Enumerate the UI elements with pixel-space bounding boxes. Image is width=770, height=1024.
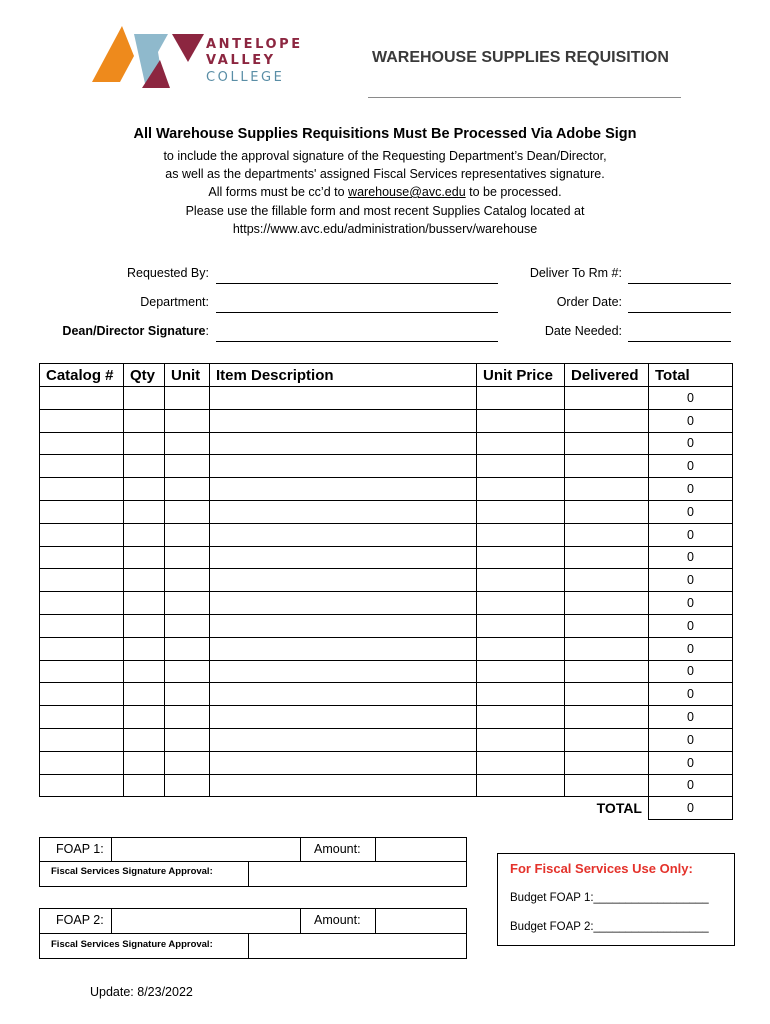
foap2-input[interactable] bbox=[112, 909, 300, 933]
qty-cell[interactable] bbox=[124, 637, 165, 660]
requested-by-label: Requested By: bbox=[127, 266, 209, 280]
catalog-cell[interactable] bbox=[40, 706, 124, 729]
unit-price-cell[interactable] bbox=[477, 387, 565, 410]
qty-cell[interactable] bbox=[124, 728, 165, 751]
foap1-sig-label: Fiscal Services Signature Approval: bbox=[51, 866, 213, 877]
qty-cell[interactable] bbox=[124, 614, 165, 637]
foap1-sep-b bbox=[300, 837, 301, 861]
table-row bbox=[40, 387, 733, 410]
table-row bbox=[40, 751, 733, 774]
form-title: WAREHOUSE SUPPLIES REQUISITION bbox=[372, 49, 669, 66]
description-cell[interactable] bbox=[210, 774, 477, 797]
foap2-amount-input[interactable] bbox=[376, 909, 465, 933]
row-total-cell: 0 bbox=[649, 592, 733, 615]
qty-cell[interactable] bbox=[124, 592, 165, 615]
description-cell[interactable] bbox=[210, 637, 477, 660]
description-cell[interactable] bbox=[210, 751, 477, 774]
header-item-description: Item Description bbox=[210, 364, 477, 387]
table-row bbox=[40, 569, 733, 592]
qty-cell[interactable] bbox=[124, 546, 165, 569]
catalog-cell[interactable] bbox=[40, 478, 124, 501]
table-row bbox=[40, 614, 733, 637]
unit-price-cell[interactable] bbox=[477, 614, 565, 637]
description-cell[interactable] bbox=[210, 455, 477, 478]
qty-cell[interactable] bbox=[124, 455, 165, 478]
table-row bbox=[40, 728, 733, 751]
dean-signature-field[interactable] bbox=[216, 341, 498, 342]
delivered-cell[interactable] bbox=[565, 500, 649, 523]
catalog-cell[interactable] bbox=[40, 432, 124, 455]
description-cell[interactable] bbox=[210, 706, 477, 729]
title-divider bbox=[368, 97, 681, 98]
unit-cell[interactable] bbox=[165, 637, 210, 660]
catalog-cell[interactable] bbox=[40, 387, 124, 410]
table-row bbox=[40, 478, 733, 501]
description-cell[interactable] bbox=[210, 409, 477, 432]
unit-price-cell[interactable] bbox=[477, 455, 565, 478]
unit-price-cell[interactable] bbox=[477, 683, 565, 706]
total-label: TOTAL bbox=[596, 800, 642, 817]
college-logo bbox=[90, 24, 205, 94]
description-cell[interactable] bbox=[210, 660, 477, 683]
delivered-cell[interactable] bbox=[565, 728, 649, 751]
fiscal-services-title: For Fiscal Services Use Only: bbox=[510, 861, 693, 876]
unit-cell[interactable] bbox=[165, 660, 210, 683]
unit-price-cell[interactable] bbox=[477, 660, 565, 683]
delivered-cell[interactable] bbox=[565, 546, 649, 569]
qty-cell[interactable] bbox=[124, 409, 165, 432]
catalog-cell[interactable] bbox=[40, 728, 124, 751]
warehouse-email-link[interactable]: warehouse@avc.edu bbox=[348, 185, 466, 199]
foap1-input[interactable] bbox=[112, 838, 300, 861]
qty-cell[interactable] bbox=[124, 683, 165, 706]
qty-cell[interactable] bbox=[124, 660, 165, 683]
row-total-cell: 0 bbox=[649, 432, 733, 455]
delivered-cell[interactable] bbox=[565, 592, 649, 615]
table-row bbox=[40, 774, 733, 797]
description-cell[interactable] bbox=[210, 500, 477, 523]
qty-cell[interactable] bbox=[124, 500, 165, 523]
catalog-cell[interactable] bbox=[40, 546, 124, 569]
description-cell[interactable] bbox=[210, 728, 477, 751]
table-row bbox=[40, 592, 733, 615]
qty-cell[interactable] bbox=[124, 706, 165, 729]
unit-price-cell[interactable] bbox=[477, 706, 565, 729]
delivered-cell[interactable] bbox=[565, 455, 649, 478]
unit-price-cell[interactable] bbox=[477, 774, 565, 797]
unit-cell[interactable] bbox=[165, 500, 210, 523]
delivered-cell[interactable] bbox=[565, 569, 649, 592]
delivered-cell[interactable] bbox=[565, 751, 649, 774]
unit-price-cell[interactable] bbox=[477, 523, 565, 546]
unit-cell[interactable] bbox=[165, 387, 210, 410]
total-value: 0 bbox=[649, 797, 733, 820]
unit-cell[interactable] bbox=[165, 614, 210, 637]
unit-price-cell[interactable] bbox=[477, 728, 565, 751]
catalog-cell[interactable] bbox=[40, 500, 124, 523]
unit-cell[interactable] bbox=[165, 592, 210, 615]
unit-cell[interactable] bbox=[165, 409, 210, 432]
unit-cell[interactable] bbox=[165, 455, 210, 478]
intro-line-1: to include the approval signature of the Requesting Department’s Dean/Director, bbox=[163, 149, 607, 163]
catalog-cell[interactable] bbox=[40, 751, 124, 774]
date-needed-field[interactable] bbox=[628, 341, 731, 342]
logo-text-valley: VALLEY bbox=[206, 53, 276, 68]
budget-foap1-line: Budget FOAP 1:__________________ bbox=[510, 892, 709, 904]
headline: All Warehouse Supplies Requisitions Must Be Processed Via Adobe Sign bbox=[133, 126, 637, 142]
foap2-label: FOAP 2: bbox=[56, 913, 104, 927]
catalog-cell[interactable] bbox=[40, 614, 124, 637]
order-date-label: Order Date: bbox=[556, 295, 622, 309]
row-total-cell: 0 bbox=[649, 455, 733, 478]
qty-cell[interactable] bbox=[124, 387, 165, 410]
foap1-amount-label: Amount: bbox=[314, 842, 361, 856]
unit-price-cell[interactable] bbox=[477, 500, 565, 523]
delivered-cell[interactable] bbox=[565, 614, 649, 637]
catalog-cell[interactable] bbox=[40, 569, 124, 592]
row-total-cell: 0 bbox=[649, 409, 733, 432]
intro-line-4: Please use the fillable form and most recent Supplies Catalog located at bbox=[185, 204, 585, 218]
header-total: Total bbox=[649, 364, 733, 387]
header-unit: Unit bbox=[165, 364, 210, 387]
qty-cell[interactable] bbox=[124, 751, 165, 774]
table-row bbox=[40, 523, 733, 546]
delivered-cell[interactable] bbox=[565, 660, 649, 683]
delivered-cell[interactable] bbox=[565, 774, 649, 797]
delivered-cell[interactable] bbox=[565, 523, 649, 546]
row-total-cell: 0 bbox=[649, 706, 733, 729]
table-row bbox=[40, 546, 733, 569]
foap2-sig-input[interactable] bbox=[249, 934, 465, 957]
row-total-cell: 0 bbox=[649, 500, 733, 523]
table-row bbox=[40, 500, 733, 523]
row-total-cell: 0 bbox=[649, 546, 733, 569]
dean-signature-label bbox=[62, 324, 209, 338]
table-row bbox=[40, 455, 733, 478]
row-total-cell: 0 bbox=[649, 387, 733, 410]
department-label: Department: bbox=[140, 295, 209, 309]
dean-signature-colon: : bbox=[205, 324, 209, 338]
catalog-cell[interactable] bbox=[40, 523, 124, 546]
catalog-cell[interactable] bbox=[40, 409, 124, 432]
unit-cell[interactable] bbox=[165, 751, 210, 774]
unit-cell[interactable] bbox=[165, 683, 210, 706]
unit-cell[interactable] bbox=[165, 706, 210, 729]
table-row bbox=[40, 432, 733, 455]
row-total-cell: 0 bbox=[649, 569, 733, 592]
delivered-cell[interactable] bbox=[565, 706, 649, 729]
table-row bbox=[40, 637, 733, 660]
unit-price-cell[interactable] bbox=[477, 409, 565, 432]
order-date-field[interactable] bbox=[628, 312, 731, 313]
table-header-row bbox=[40, 364, 733, 387]
delivered-cell[interactable] bbox=[565, 409, 649, 432]
unit-cell[interactable] bbox=[165, 432, 210, 455]
header-catalog: Catalog # bbox=[40, 364, 124, 387]
unit-cell[interactable] bbox=[165, 774, 210, 797]
budget-foap2-line: Budget FOAP 2:__________________ bbox=[510, 921, 709, 933]
qty-cell[interactable] bbox=[124, 569, 165, 592]
row-total-cell: 0 bbox=[649, 614, 733, 637]
catalog-cell[interactable] bbox=[40, 660, 124, 683]
header-qty: Qty bbox=[124, 364, 165, 387]
logo-text-college: COLLEGE bbox=[206, 70, 285, 85]
date-needed-label: Date Needed: bbox=[544, 324, 622, 338]
delivered-cell[interactable] bbox=[565, 387, 649, 410]
description-cell[interactable] bbox=[210, 683, 477, 706]
row-total-cell: 0 bbox=[649, 660, 733, 683]
update-date: Update: 8/23/2022 bbox=[90, 985, 193, 999]
delivered-cell[interactable] bbox=[565, 432, 649, 455]
description-cell[interactable] bbox=[210, 546, 477, 569]
logo-orange-shape bbox=[92, 26, 134, 82]
row-total-cell: 0 bbox=[649, 728, 733, 751]
header-unit-price: Unit Price bbox=[477, 364, 565, 387]
intro-line-5: https://www.avc.edu/administration/busserv/warehouse bbox=[232, 222, 538, 236]
foap1-label: FOAP 1: bbox=[56, 842, 104, 856]
unit-price-cell[interactable] bbox=[477, 569, 565, 592]
catalog-cell[interactable] bbox=[40, 774, 124, 797]
logo-text-antelope: ANTELOPE bbox=[206, 37, 303, 52]
intro-line-2: as well as the departments' assigned Fiscal Services representatives signature. bbox=[165, 167, 605, 181]
description-cell[interactable] bbox=[210, 478, 477, 501]
table-row bbox=[40, 409, 733, 432]
unit-cell[interactable] bbox=[165, 569, 210, 592]
unit-cell[interactable] bbox=[165, 478, 210, 501]
catalog-cell[interactable] bbox=[40, 592, 124, 615]
qty-cell[interactable] bbox=[124, 523, 165, 546]
department-field[interactable] bbox=[216, 312, 498, 313]
qty-cell[interactable] bbox=[124, 774, 165, 797]
description-cell[interactable] bbox=[210, 614, 477, 637]
delivered-cell[interactable] bbox=[565, 683, 649, 706]
unit-cell[interactable] bbox=[165, 523, 210, 546]
logo-maroon-triangle-top bbox=[172, 34, 204, 62]
deliver-to-label: Deliver To Rm #: bbox=[529, 266, 622, 280]
fiscal-services-box bbox=[497, 853, 735, 946]
foap2-sig-label: Fiscal Services Signature Approval: bbox=[51, 939, 213, 950]
description-cell[interactable] bbox=[210, 523, 477, 546]
description-cell[interactable] bbox=[210, 387, 477, 410]
unit-price-cell[interactable] bbox=[477, 546, 565, 569]
unit-price-cell[interactable] bbox=[477, 751, 565, 774]
table-row bbox=[40, 706, 733, 729]
qty-cell[interactable] bbox=[124, 432, 165, 455]
unit-price-cell[interactable] bbox=[477, 637, 565, 660]
table-total-row bbox=[40, 797, 733, 820]
description-cell[interactable] bbox=[210, 569, 477, 592]
items-table bbox=[39, 363, 733, 820]
unit-price-cell[interactable] bbox=[477, 478, 565, 501]
catalog-cell[interactable] bbox=[40, 683, 124, 706]
intro-line-3 bbox=[0, 185, 770, 199]
unit-cell[interactable] bbox=[165, 546, 210, 569]
unit-cell[interactable] bbox=[165, 728, 210, 751]
foap2-sep-b bbox=[300, 908, 301, 933]
delivered-cell[interactable] bbox=[565, 637, 649, 660]
catalog-cell[interactable] bbox=[40, 637, 124, 660]
row-total-cell: 0 bbox=[649, 683, 733, 706]
description-cell[interactable] bbox=[210, 432, 477, 455]
deliver-to-field[interactable] bbox=[628, 283, 731, 284]
foap1-sig-input[interactable] bbox=[249, 862, 465, 885]
header-delivered: Delivered bbox=[565, 364, 649, 387]
dean-signature-text: Dean/Director Signature bbox=[62, 324, 206, 338]
table-row bbox=[40, 660, 733, 683]
foap1-amount-input[interactable] bbox=[376, 838, 465, 861]
row-total-cell: 0 bbox=[649, 523, 733, 546]
row-total-cell: 0 bbox=[649, 774, 733, 797]
row-total-cell: 0 bbox=[649, 637, 733, 660]
table-row bbox=[40, 683, 733, 706]
description-cell[interactable] bbox=[210, 592, 477, 615]
unit-price-cell[interactable] bbox=[477, 592, 565, 615]
intro-cc-prefix: All forms must be cc’d to bbox=[208, 185, 345, 199]
delivered-cell[interactable] bbox=[565, 478, 649, 501]
qty-cell[interactable] bbox=[124, 478, 165, 501]
row-total-cell: 0 bbox=[649, 751, 733, 774]
requested-by-field[interactable] bbox=[216, 283, 498, 284]
row-total-cell: 0 bbox=[649, 478, 733, 501]
intro-cc-suffix: to be processed. bbox=[469, 185, 562, 199]
catalog-cell[interactable] bbox=[40, 455, 124, 478]
foap2-amount-label: Amount: bbox=[314, 913, 361, 927]
unit-price-cell[interactable] bbox=[477, 432, 565, 455]
